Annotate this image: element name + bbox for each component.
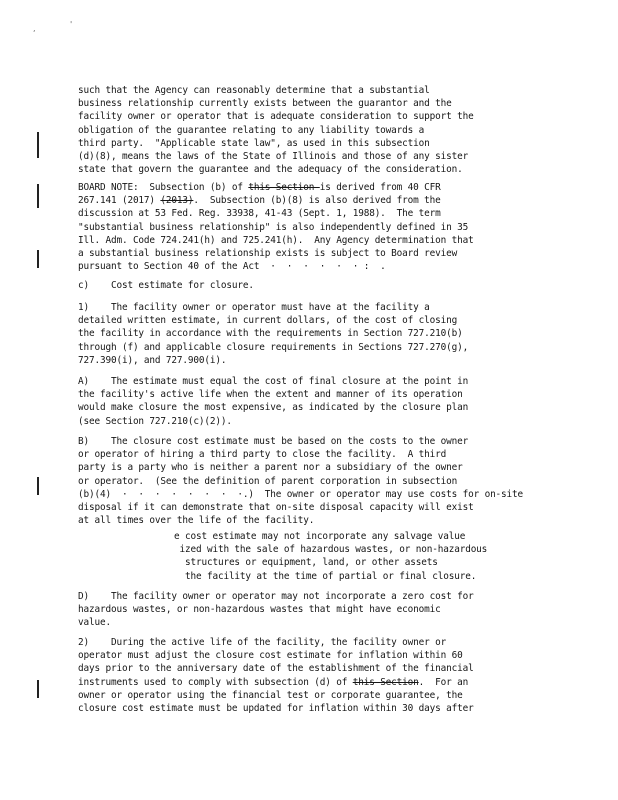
text-line: D) The facility owner or operator may not incorporate a zero cost for — [78, 591, 474, 602]
text-line: at all times over the life of the facility. — [78, 515, 315, 527]
text-line: B) The closure cost estimate must be based on the costs to the owner — [78, 436, 469, 447]
text-line: (see Section 727.210(c)(2)). — [78, 415, 232, 427]
paragraph-guarantee-consideration — [78, 84, 548, 176]
text-line: ized with the sale of hazardous wastes, or non-hazardous — [174, 544, 488, 556]
text-line: instruments used to comply with subsection (d) of this Section. For an — [78, 676, 469, 688]
subsection-c1-D — [78, 590, 548, 630]
text-line: 267.141 (2017) (2013). Subsection (b)(8) is also derived from the — [78, 195, 441, 207]
text-line: third party. "Applicable state law", as used in this subsection — [78, 137, 430, 149]
revision-bar — [37, 680, 39, 698]
subsection-c-heading — [78, 279, 548, 292]
text-line: (d)(8), means the laws of the State of Illinois and those of any sister — [78, 151, 469, 163]
subsection-c1-C — [78, 530, 548, 583]
text-line: facility owner or operator that is adequate consideration to support the — [78, 111, 474, 123]
text-line: 727.390(i), and 727.900(i). — [78, 354, 227, 366]
text-line: state that govern the guarantee and the adequacy of the consideration. — [78, 164, 463, 176]
text-line: a substantial business relationship exists is subject to Board review — [78, 248, 458, 260]
text-line: detailed written estimate, in current dollars, of the cost of closing — [78, 315, 458, 327]
subsection-c2 — [78, 636, 548, 715]
text-line: through (f) and applicable closure requirements in Sections 727.270(g), — [78, 341, 469, 353]
text-line: 2) During the active life of the facility, the facility owner or — [78, 637, 447, 648]
text-line: "substantial business relationship" is also independently defined in 35 — [78, 221, 469, 233]
text-line: value. — [78, 617, 111, 629]
subsection-c1 — [78, 301, 548, 367]
text-line: party is a party who is neither a parent nor a subsidiary of the owner — [78, 462, 463, 474]
text-line: hazardous wastes, or non-hazardous wastes that might have economic — [78, 604, 441, 616]
text-line: days prior to the anniversary date of the establishment of the financial — [78, 663, 474, 675]
board-note — [78, 181, 548, 273]
subsection-c1-A — [78, 375, 548, 428]
text-line: business relationship currently exists between the guarantor and the — [78, 98, 452, 110]
text-line: 1) The facility owner or operator must have at the facility a — [78, 302, 430, 313]
text-line: closure cost estimate must be updated for inflation within 30 days after — [78, 703, 474, 715]
deleted-text: this Section — [352, 676, 419, 688]
text-line: operator must adjust the closure cost estimate for inflation within 60 — [78, 650, 463, 662]
deleted-text: this Section — [248, 182, 320, 193]
text-line: such that the Agency can reasonably determine that a substantial — [78, 85, 430, 96]
text-line: obligation of the guarantee relating to any liability towards a — [78, 124, 425, 136]
text-line: or operator. (See the definition of parent corporation in subsection — [78, 475, 458, 487]
text-line: structures or equipment, land, or other assets — [174, 557, 438, 569]
text-line: the facility in accordance with the requirements in Section 727.210(b) — [78, 328, 463, 340]
text-line: Ill. Adm. Code 724.241(h) and 725.241(h). Any Agency determination that — [78, 234, 474, 246]
revision-bar — [37, 184, 39, 208]
deleted-text: (2013) — [160, 195, 194, 207]
revision-bar — [37, 250, 39, 268]
text-line: (b)(4) · · · · · · · ·.) The owner or operator may use costs for on-site — [78, 488, 524, 500]
text-line: A) The estimate must equal the cost of final closure at the point in — [78, 376, 469, 387]
text-line: e cost estimate may not incorporate any salvage value — [174, 531, 466, 542]
text-line: the facility's active life when the extent and manner of its operation — [78, 389, 463, 401]
text-line: would make closure the most expensive, as indicated by the closure plan — [78, 402, 469, 414]
subsection-c1-B — [78, 435, 548, 527]
scan-mark: , — [33, 24, 36, 33]
text-line: or operator of hiring a third party to close the facility. A third — [78, 449, 447, 461]
text-line: discussion at 53 Fed. Reg. 33938, 41-43 (Sept. 1, 1988). The term — [78, 208, 441, 220]
scan-mark: ' — [70, 20, 73, 29]
text-line: the facility at the time of partial or final closure. — [174, 570, 477, 582]
revision-bar — [37, 477, 39, 495]
text-line: BOARD NOTE: Subsection (b) of this Section is derived from 40 CFR — [78, 182, 441, 193]
text-line: owner or operator using the financial test or corporate guarantee, the — [78, 689, 463, 701]
text-line: disposal if it can demonstrate that on-site disposal capacity will exist — [78, 502, 474, 514]
section-heading: c) Cost estimate for closure. — [78, 280, 254, 291]
revision-bar — [37, 132, 39, 158]
text-line: pursuant to Section 40 of the Act · · · · · · : . — [78, 261, 386, 273]
